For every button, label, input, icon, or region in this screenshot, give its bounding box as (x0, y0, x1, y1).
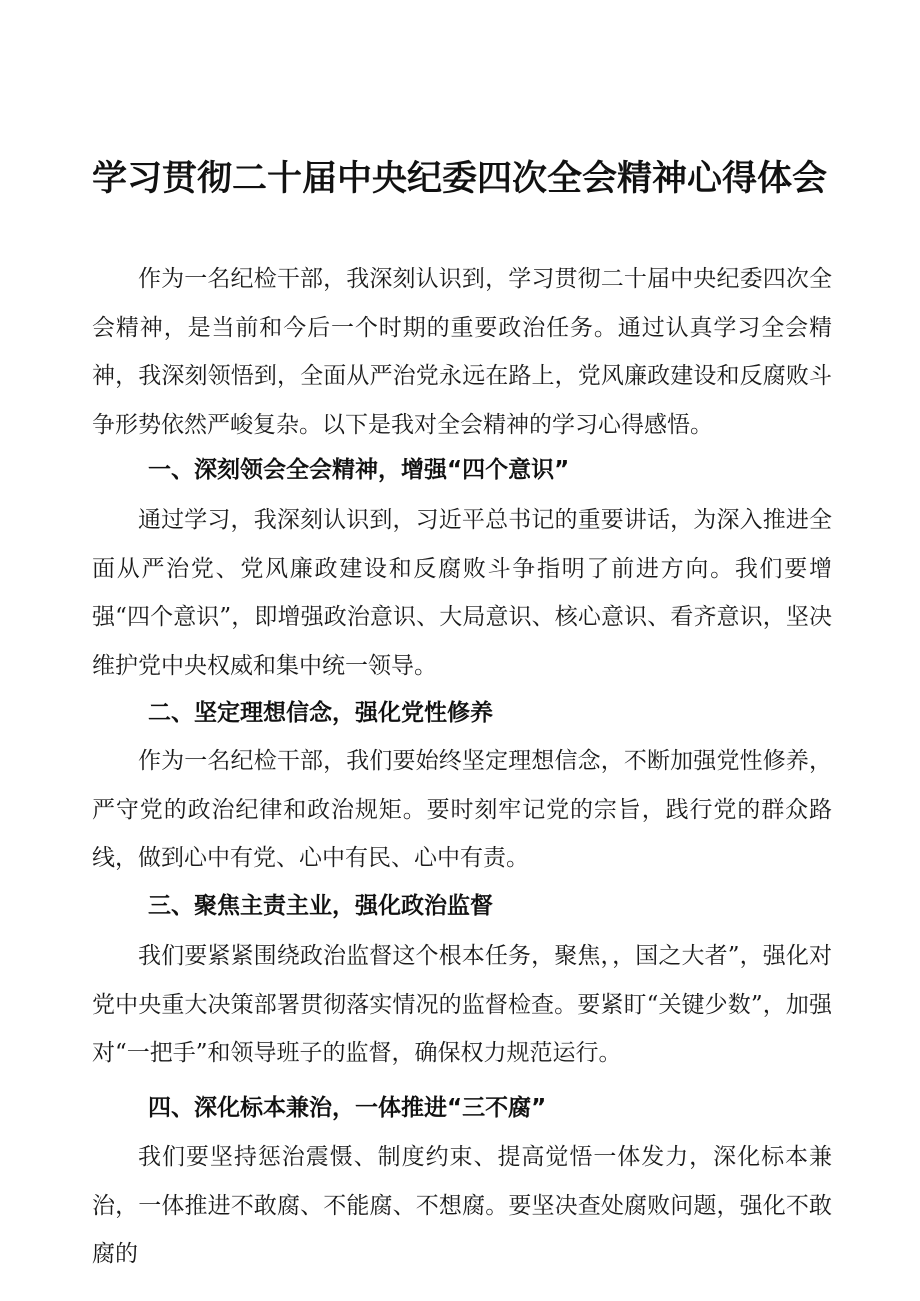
section-paragraph-3: 我们要紧紧围绕政治监督这个根本任务，聚焦，，国之大者”，强化对党中央重大决策部署贯彻落实情况的监督检查。要紧盯“关键少数”，加强对“一把手”和领导班子的监督，确保权力规范运行。 (92, 943, 832, 1066)
section-paragraph-4: 我们要坚持惩治震慑、制度约束、提高觉悟一体发力，深化标本兼治，一体推进不敢腐、不能腐、不想腐。要坚决查处腐败问题，强化不敢腐的 (92, 1144, 832, 1267)
intro-paragraph: 作为一名纪检干部，我深刻认识到，学习贯彻二十届中央纪委四次全会精神，是当前和今后一个时期的重要政治任务。通过认真学习全会精神，我深刻领悟到，全面从严治党永远在路上，党风廉政建设和反腐败斗争形势依然严峻复杂。以下是我对全会精神的学习心得感悟。 (92, 266, 832, 438)
section-heading-2: 二、坚定理想信念，强化党性修养 (148, 700, 493, 726)
section-paragraph-1: 通过学习，我深刻认识到，习近平总书记的重要讲话，为深入推进全面从严治党、党风廉政建设和反腐败斗争指明了前进方向。我们要增强“四个意识”，即增强政治意识、大局意识、核心意识、看齐意识，坚决维护党中央权威和集中统一领导。 (92, 507, 832, 679)
section-heading-4: 四、深化标本兼治，一体推进“三不腐” (148, 1095, 547, 1121)
section-heading-3: 三、聚焦主责主业，强化政治监督 (148, 893, 493, 919)
document-title: 学习贯彻二十届中央纪委四次全会精神心得体会 (92, 159, 828, 199)
section-paragraph-2: 作为一名纪检干部，我们要始终坚定理想信念，不断加强党性修养，严守党的政治纪律和政治规矩。要时刻牢记党的宗旨，践行党的群众路线，做到心中有党、心中有民、心中有责。 (92, 748, 832, 871)
section-heading-1: 一、深刻领会全会精神，增强“四个意识” (148, 457, 570, 483)
